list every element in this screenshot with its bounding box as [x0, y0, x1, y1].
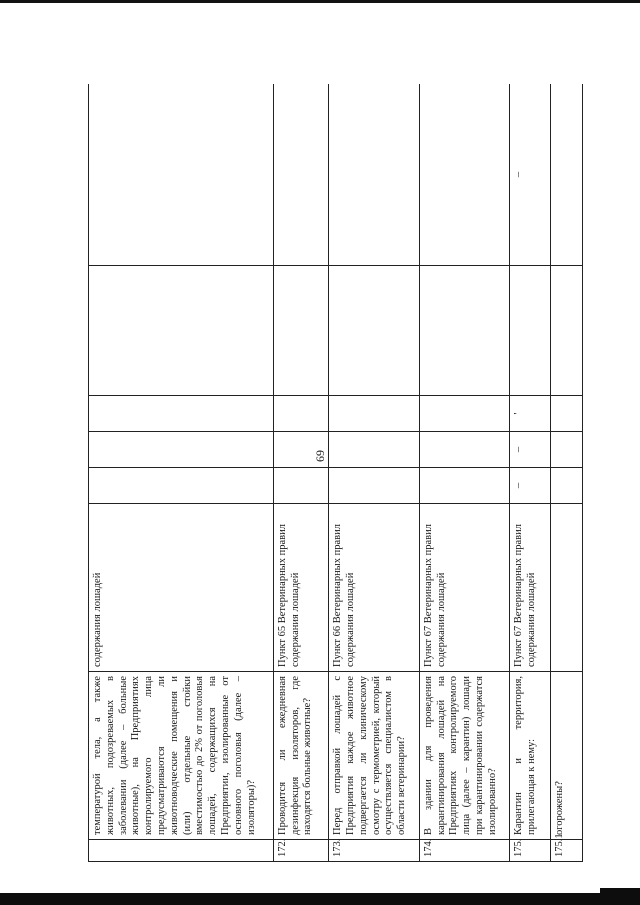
- answer-cell: [329, 432, 420, 468]
- answer-cell: [419, 432, 510, 468]
- table-row: [550, 84, 582, 862]
- answer-cell: [273, 396, 328, 432]
- answer-cell: [510, 266, 551, 396]
- answer-cell: [89, 468, 274, 504]
- answer-cell: [419, 468, 510, 504]
- answer-cell: [550, 468, 582, 504]
- table-row: [329, 84, 420, 862]
- table-row: [510, 84, 551, 862]
- answer-cell: –: [510, 468, 551, 504]
- question-cell: температурой тела, а также животных, подозреваемых в заболевании (далее – больные животные), на Предприятиях контролируемого лица предусматриваются ли животноводческие помещения и (или) отдельные стойки вместимостью до 2% от поголовья лошадей, содержащихся на Предприятии, изолированные от основного поголовья (далее – изоляторы)?: [89, 672, 274, 840]
- answer-cell: [419, 266, 510, 396]
- reference-cell: содержания лошадей: [89, 504, 274, 672]
- row-number: 175.1: [550, 840, 582, 862]
- answer-cell: –: [510, 84, 551, 266]
- answer-cell: [89, 396, 274, 432]
- answer-cell: [550, 266, 582, 396]
- answer-cell: [273, 432, 328, 468]
- answer-cell: [89, 266, 274, 396]
- answer-cell: [419, 84, 510, 266]
- row-number: [89, 840, 274, 862]
- answer-cell: [329, 266, 420, 396]
- rotated-table: [88, 84, 583, 862]
- question-cell: огорожены?: [550, 672, 582, 840]
- answer-cell: [329, 396, 420, 432]
- reference-cell: [550, 504, 582, 672]
- answer-cell: [273, 468, 328, 504]
- page-number: 69: [313, 450, 327, 462]
- answer-cell: –: [510, 432, 551, 468]
- row-number: 172.: [273, 840, 328, 862]
- question-cell: Перед отправкой лошадей с Предприятия каждое животное подвергается ли клиническому осмотру с термометрией, который осуществляется специалистом в области ветеринарии?: [329, 672, 420, 840]
- checklist-table: [88, 84, 583, 862]
- scan-edge-top: [0, 0, 640, 3]
- answer-cell: ': [510, 396, 551, 432]
- reference-cell: Пункт 66 Ветеринарных правил содержания лошадей: [329, 504, 420, 672]
- scan-edge-bottom: [0, 893, 640, 905]
- row-number: 175.: [510, 840, 551, 862]
- row-number: 174.: [419, 840, 510, 862]
- question-cell: Карантин и территория, прилегающая к нему:: [510, 672, 551, 840]
- answer-cell: [329, 468, 420, 504]
- answer-cell: [89, 84, 274, 266]
- answer-cell: [273, 266, 328, 396]
- reference-cell: Пункт 67 Ветеринарных правил содержания лошадей: [419, 504, 510, 672]
- table-row: [273, 84, 328, 862]
- answer-cell: [419, 396, 510, 432]
- table-row: [89, 84, 274, 862]
- row-number: 173.: [329, 840, 420, 862]
- answer-cell: [550, 396, 582, 432]
- question-cell: В здании для проведения карантинирования лошадей на Предприятиях контролируемого лица (далее – карантин) лошади при карантинировании содержатся изолированно?: [419, 672, 510, 840]
- answer-cell: [273, 84, 328, 266]
- reference-cell: Пункт 67 Ветеринарных правил содержания лошадей: [510, 504, 551, 672]
- answer-cell: [550, 84, 582, 266]
- question-cell: Проводится ли ежедневная дезинфекция изоляторов, где находятся больные животные?: [273, 672, 328, 840]
- answer-cell: [329, 84, 420, 266]
- answer-cell: [89, 432, 274, 468]
- answer-cell: [550, 432, 582, 468]
- table-container: [88, 84, 583, 862]
- reference-cell: Пункт 65 Ветеринарных правил содержания лошадей: [273, 504, 328, 672]
- table-row: [419, 84, 510, 862]
